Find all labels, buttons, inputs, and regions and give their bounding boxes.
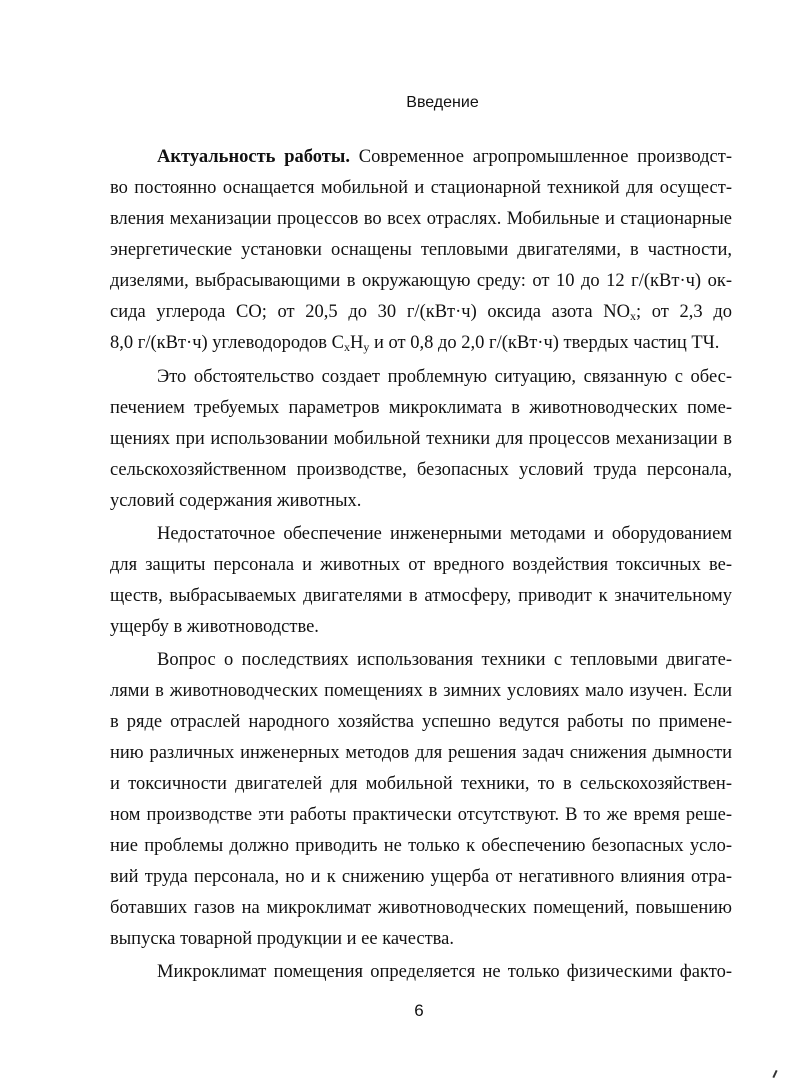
paragraph-1-line-5: дизелями, выбрасывающими в окружающую среду: от 10 до 12 г/(кВт·ч) ок- [110,271,732,291]
paragraph-1-line-6 [110,297,732,328]
paragraph-3-line-1: Недостаточное обеспечение инженерными методами и оборудованием [157,524,732,544]
paragraph-1-line-7-part-b: H [349,333,364,353]
paragraph-4-line-9: ботавших газов на микроклимат животноводческих помещений, повышению [110,898,732,918]
nox-subscript: x [629,309,636,323]
paragraph-1-line-1 [157,142,732,173]
paragraph-3-line-3: ществ, выбрасываемых двигателями в атмосферу, приводит к значительному [110,586,732,606]
section-heading: Введение [406,94,479,111]
paragraph-4-line-4: нию различных инженерных методов для решения задач снижения дымности [110,743,732,763]
paragraph-1-line-3: вления механизации процессов во всех отраслях. Мобильные и стационарные [110,209,732,229]
paragraph-4-line-8: вий труда персонала, но и к снижению ущерба от негативного влияния отра- [110,867,732,887]
paragraph-1-line-2: во постоянно оснащается мобильной и стационарной техникой для осущест- [110,178,732,198]
paragraph-1-line-6-part-b: ; от 2,3 до [635,302,732,322]
hy-subscript: y [363,340,370,354]
paragraph-5-line-1: Микроклимат помещения определяется не только физическими факто- [157,962,732,982]
paragraph-4-line-3: в ряде отраслей народного хозяйства успешно ведутся работы по примене- [110,712,732,732]
paragraph-2-line-2: печением требуемых параметров микроклимата в животноводческих поме- [110,398,732,418]
paragraph-3-line-2: для защиты персонала и животных от вредного воздействия токсичных ве- [110,555,732,575]
paragraph-4-line-10: выпуска товарной продукции и ее качества. [110,929,454,949]
paragraph-1-line-7-part-a: 8,0 г/(кВт·ч) углеводородов C [110,333,344,353]
page-number: 6 [414,1001,424,1020]
paragraph-3-line-4: ущербу в животноводстве. [110,617,319,637]
paragraph-2-line-4: сельскохозяйственном производстве, безопасных условий труда персонала, [110,460,732,480]
cx-subscript: x [343,340,350,354]
paragraph-4-line-7: ние проблемы должно приводить не только к обеспечению безопасных усло- [110,836,732,856]
paragraph-2-line-3: щениях при использовании мобильной техники для процессов механизации в [110,429,732,449]
paragraph-1-line-7-part-c: и от 0,8 до 2,0 г/(кВт·ч) твердых частиц ТЧ. [369,333,720,353]
paragraph-1-line-4: энергетические установки оснащены тепловыми двигателями, в частности, [110,240,732,260]
paragraph-4-line-5: и токсичности двигателей для мобильной техники, то в сельскохозяйствен- [110,774,732,794]
paragraph-1-line-1-text: Современное агропромышленное производст- [349,147,732,167]
lead-phrase: Актуальность работы. [157,147,350,167]
scan-mark [772,1070,777,1078]
paragraph-4-line-1: Вопрос о последствиях использования техники с тепловыми двигате- [157,650,732,670]
paragraph-1-line-6-part-a: сида углерода СО; от 20,5 до 30 г/(кВт·ч) оксида азота NO [110,302,630,322]
paragraph-2-line-5: условий содержания животных. [110,491,362,511]
paragraph-4-line-6: ном производстве эти работы практически отсутствуют. В то же время реше- [110,805,732,825]
paragraph-4-line-2: лями в животноводческих помещениях в зимних условиях мало изучен. Если [110,681,732,701]
paragraph-2-line-1: Это обстоятельство создает проблемную ситуацию, связанную с обес- [157,367,732,387]
paragraph-1-line-7 [110,328,732,359]
